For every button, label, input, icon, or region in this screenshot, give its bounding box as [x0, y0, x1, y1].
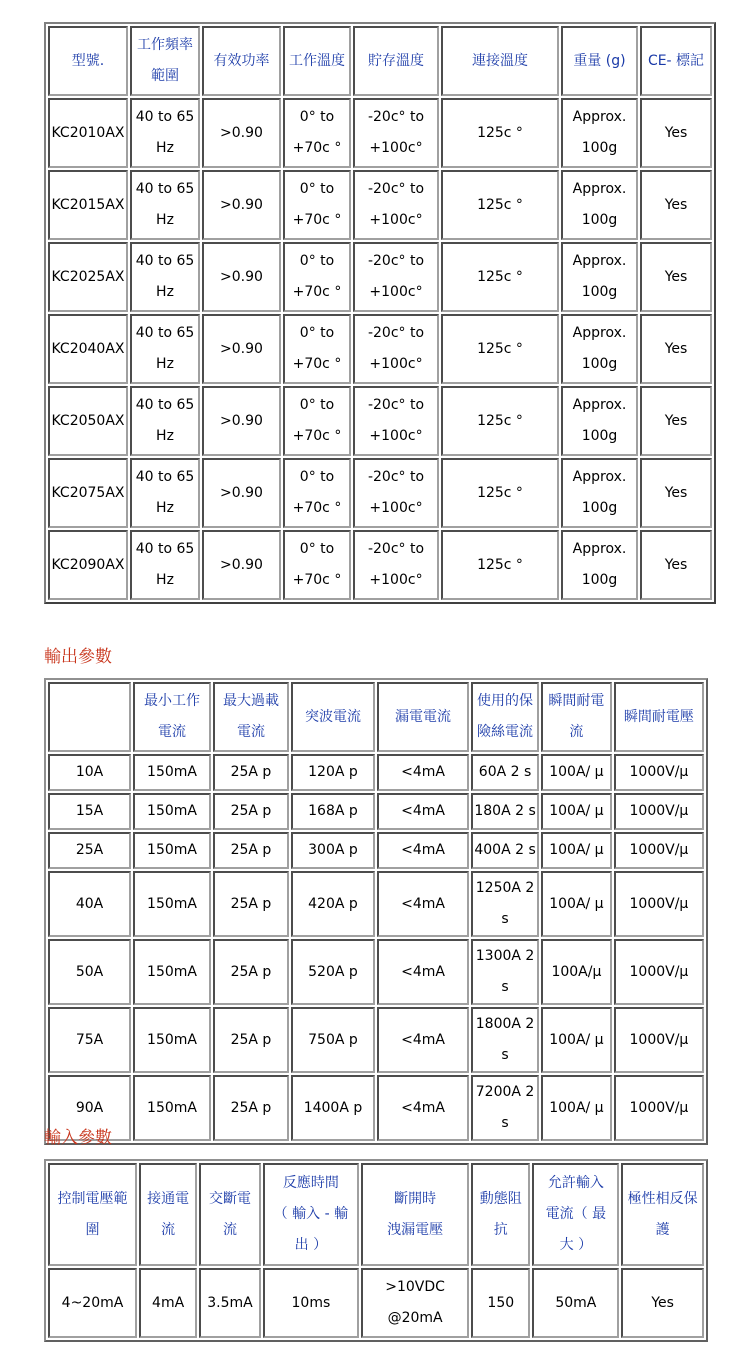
cell-junction-temp: 125c ° — [441, 386, 559, 456]
model-spec-table — [44, 22, 716, 604]
cell-leakage-current: <4mA — [377, 1007, 469, 1073]
header-junction-temp: 連接溫度 — [441, 26, 559, 96]
header-min-operating-current: 最小工作 電流 — [133, 682, 211, 752]
cell-min-operating-current: 150mA — [133, 1075, 211, 1141]
cell-ce-mark: Yes — [640, 314, 712, 384]
cell-storage-temp: -20c° to +100c° — [353, 170, 439, 240]
table-header-row — [48, 682, 704, 752]
cell-transient-voltage: 1000V/μ — [614, 793, 704, 830]
table-row — [48, 386, 712, 456]
header-leakage-current: 漏電電流 — [377, 682, 469, 752]
header-model: 型號. — [48, 26, 128, 96]
cell-transient-voltage: 1000V/μ — [614, 1007, 704, 1073]
cell-max-overload-current: 25A p — [213, 832, 289, 869]
table-row — [48, 832, 704, 869]
cell-weight: Approx. 100g — [561, 242, 638, 312]
cell-transient-current: 100A/ μ — [541, 832, 612, 869]
cell-rating: 40A — [48, 871, 131, 937]
header-surge-current: 突波電流 — [291, 682, 375, 752]
cell-fuse-current: 400A 2 s — [471, 832, 539, 869]
cell-transient-current: 100A/ μ — [541, 793, 612, 830]
table-row — [48, 242, 712, 312]
cell-rating: 10A — [48, 754, 131, 791]
cell-rating: 15A — [48, 793, 131, 830]
cell-leakage-current: <4mA — [377, 793, 469, 830]
cell-transient-voltage: 1000V/μ — [614, 1075, 704, 1141]
cell-storage-temp: -20c° to +100c° — [353, 314, 439, 384]
table-header-row — [48, 1163, 704, 1266]
table-row — [48, 871, 704, 937]
header-max-input-current: 允許輸入 電流（ 最 大 ） — [532, 1163, 619, 1266]
cell-min-operating-current: 150mA — [133, 871, 211, 937]
header-power-factor: 有效功率 — [202, 26, 281, 96]
cell-frequency-range: 40 to 65 Hz — [130, 242, 200, 312]
cell-dynamic-impedance: 150 — [471, 1268, 530, 1338]
cell-surge-current: 1400A p — [291, 1075, 375, 1141]
header-weight: 重量 (g) — [561, 26, 638, 96]
cell-surge-current: 168A p — [291, 793, 375, 830]
cell-fuse-current: 180A 2 s — [471, 793, 539, 830]
cell-max-overload-current: 25A p — [213, 1007, 289, 1073]
table-row — [48, 1075, 704, 1141]
header-frequency-range: 工作頻率 範圍 — [130, 26, 200, 96]
input-params-table — [44, 1159, 708, 1342]
cell-weight: Approx. 100g — [561, 386, 638, 456]
cell-ce-mark: Yes — [640, 170, 712, 240]
cell-storage-temp: -20c° to +100c° — [353, 98, 439, 168]
cell-frequency-range: 40 to 65 Hz — [130, 314, 200, 384]
cell-turn-on-current: 4mA — [139, 1268, 197, 1338]
cell-frequency-range: 40 to 65 Hz — [130, 98, 200, 168]
table-row — [48, 939, 704, 1005]
header-turn-off-current: 交斷電 流 — [199, 1163, 260, 1266]
header-operating-temp: 工作溫度 — [283, 26, 351, 96]
cell-frequency-range: 40 to 65 Hz — [130, 458, 200, 528]
header-response-time: 反應時間 （ 輸入 - 輸 出 ） — [263, 1163, 359, 1266]
header-max-overload-current: 最大過載 電流 — [213, 682, 289, 752]
header-off-leakage-voltage: 斷開時 洩漏電壓 — [361, 1163, 469, 1266]
cell-leakage-current: <4mA — [377, 1075, 469, 1141]
cell-transient-current: 100A/ μ — [541, 1075, 612, 1141]
cell-model: KC2075AX — [48, 458, 128, 528]
cell-leakage-current: <4mA — [377, 939, 469, 1005]
cell-ce-mark: Yes — [640, 242, 712, 312]
table-row — [48, 530, 712, 600]
cell-operating-temp: 0° to +70c ° — [283, 458, 351, 528]
cell-transient-current: 100A/ μ — [541, 1007, 612, 1073]
cell-fuse-current: 1800A 2 s — [471, 1007, 539, 1073]
table-header-row — [48, 26, 712, 96]
cell-rating: 90A — [48, 1075, 131, 1141]
cell-power-factor: >0.90 — [202, 170, 281, 240]
header-reverse-polarity-protection: 極性相反保 護 — [621, 1163, 704, 1266]
cell-response-time: 10ms — [263, 1268, 359, 1338]
cell-weight: Approx. 100g — [561, 314, 638, 384]
cell-storage-temp: -20c° to +100c° — [353, 242, 439, 312]
cell-junction-temp: 125c ° — [441, 458, 559, 528]
table-row — [48, 314, 712, 384]
output-params-title: 輸出參數 — [44, 647, 112, 667]
header-turn-on-current: 接通電 流 — [139, 1163, 197, 1266]
input-params-title: 輸入參數 — [44, 1128, 112, 1148]
cell-min-operating-current: 150mA — [133, 1007, 211, 1073]
cell-ce-mark: Yes — [640, 98, 712, 168]
cell-storage-temp: -20c° to +100c° — [353, 458, 439, 528]
header-blank — [48, 682, 131, 752]
cell-surge-current: 420A p — [291, 871, 375, 937]
cell-surge-current: 120A p — [291, 754, 375, 791]
cell-junction-temp: 125c ° — [441, 170, 559, 240]
cell-transient-voltage: 1000V/μ — [614, 754, 704, 791]
cell-rating: 75A — [48, 1007, 131, 1073]
cell-reverse-polarity-protection: Yes — [621, 1268, 704, 1338]
cell-max-overload-current: 25A p — [213, 793, 289, 830]
cell-weight: Approx. 100g — [561, 170, 638, 240]
cell-power-factor: >0.90 — [202, 386, 281, 456]
cell-min-operating-current: 150mA — [133, 754, 211, 791]
cell-operating-temp: 0° to +70c ° — [283, 242, 351, 312]
header-transient-current: 瞬間耐電 流 — [541, 682, 612, 752]
cell-storage-temp: -20c° to +100c° — [353, 530, 439, 600]
cell-surge-current: 300A p — [291, 832, 375, 869]
table-row — [48, 1268, 704, 1338]
cell-surge-current: 750A p — [291, 1007, 375, 1073]
cell-model: KC2040AX — [48, 314, 128, 384]
cell-transient-voltage: 1000V/μ — [614, 832, 704, 869]
table-row — [48, 458, 712, 528]
cell-model: KC2050AX — [48, 386, 128, 456]
table-row — [48, 98, 712, 168]
cell-operating-temp: 0° to +70c ° — [283, 386, 351, 456]
table-row — [48, 170, 712, 240]
cell-operating-temp: 0° to +70c ° — [283, 98, 351, 168]
cell-max-overload-current: 25A p — [213, 871, 289, 937]
cell-frequency-range: 40 to 65 Hz — [130, 386, 200, 456]
header-fuse-current: 使用的保 險絲電流 — [471, 682, 539, 752]
cell-junction-temp: 125c ° — [441, 314, 559, 384]
cell-weight: Approx. 100g — [561, 98, 638, 168]
cell-weight: Approx. 100g — [561, 530, 638, 600]
table-row — [48, 1007, 704, 1073]
cell-min-operating-current: 150mA — [133, 939, 211, 1005]
cell-model: KC2025AX — [48, 242, 128, 312]
cell-transient-voltage: 1000V/μ — [614, 871, 704, 937]
cell-junction-temp: 125c ° — [441, 98, 559, 168]
header-storage-temp: 貯存溫度 — [353, 26, 439, 96]
cell-transient-current: 100A/ μ — [541, 871, 612, 937]
cell-weight: Approx. 100g — [561, 458, 638, 528]
cell-power-factor: >0.90 — [202, 458, 281, 528]
output-params-table — [44, 678, 708, 1145]
table-row — [48, 793, 704, 830]
cell-model: KC2015AX — [48, 170, 128, 240]
cell-off-leakage-voltage: >10VDC @20mA — [361, 1268, 469, 1338]
cell-operating-temp: 0° to +70c ° — [283, 170, 351, 240]
cell-transient-voltage: 1000V/μ — [614, 939, 704, 1005]
header-ce-mark: CE- 標記 — [640, 26, 712, 96]
cell-rating: 50A — [48, 939, 131, 1005]
cell-model: KC2090AX — [48, 530, 128, 600]
cell-model: KC2010AX — [48, 98, 128, 168]
cell-leakage-current: <4mA — [377, 832, 469, 869]
header-dynamic-impedance: 動態阻 抗 — [471, 1163, 530, 1266]
cell-turn-off-current: 3.5mA — [199, 1268, 260, 1338]
cell-transient-current: 100A/ μ — [541, 754, 612, 791]
cell-min-operating-current: 150mA — [133, 793, 211, 830]
cell-fuse-current: 1250A 2 s — [471, 871, 539, 937]
cell-fuse-current: 60A 2 s — [471, 754, 539, 791]
cell-max-overload-current: 25A p — [213, 1075, 289, 1141]
cell-power-factor: >0.90 — [202, 242, 281, 312]
cell-power-factor: >0.90 — [202, 98, 281, 168]
cell-rating: 25A — [48, 832, 131, 869]
cell-frequency-range: 40 to 65 Hz — [130, 530, 200, 600]
cell-surge-current: 520A p — [291, 939, 375, 1005]
header-control-voltage-range: 控制電壓範 圍 — [48, 1163, 137, 1266]
cell-power-factor: >0.90 — [202, 530, 281, 600]
cell-junction-temp: 125c ° — [441, 530, 559, 600]
header-transient-voltage: 瞬間耐電壓 — [614, 682, 704, 752]
cell-ce-mark: Yes — [640, 530, 712, 600]
cell-operating-temp: 0° to +70c ° — [283, 530, 351, 600]
cell-fuse-current: 1300A 2 s — [471, 939, 539, 1005]
table-row — [48, 754, 704, 791]
cell-frequency-range: 40 to 65 Hz — [130, 170, 200, 240]
cell-power-factor: >0.90 — [202, 314, 281, 384]
cell-ce-mark: Yes — [640, 386, 712, 456]
cell-max-overload-current: 25A p — [213, 939, 289, 1005]
cell-control-voltage-range: 4~20mA — [48, 1268, 137, 1338]
cell-fuse-current: 7200A 2 s — [471, 1075, 539, 1141]
cell-transient-current: 100A/μ — [541, 939, 612, 1005]
cell-max-input-current: 50mA — [532, 1268, 619, 1338]
cell-max-overload-current: 25A p — [213, 754, 289, 791]
cell-leakage-current: <4mA — [377, 754, 469, 791]
cell-operating-temp: 0° to +70c ° — [283, 314, 351, 384]
cell-ce-mark: Yes — [640, 458, 712, 528]
cell-leakage-current: <4mA — [377, 871, 469, 937]
cell-storage-temp: -20c° to +100c° — [353, 386, 439, 456]
cell-junction-temp: 125c ° — [441, 242, 559, 312]
cell-min-operating-current: 150mA — [133, 832, 211, 869]
